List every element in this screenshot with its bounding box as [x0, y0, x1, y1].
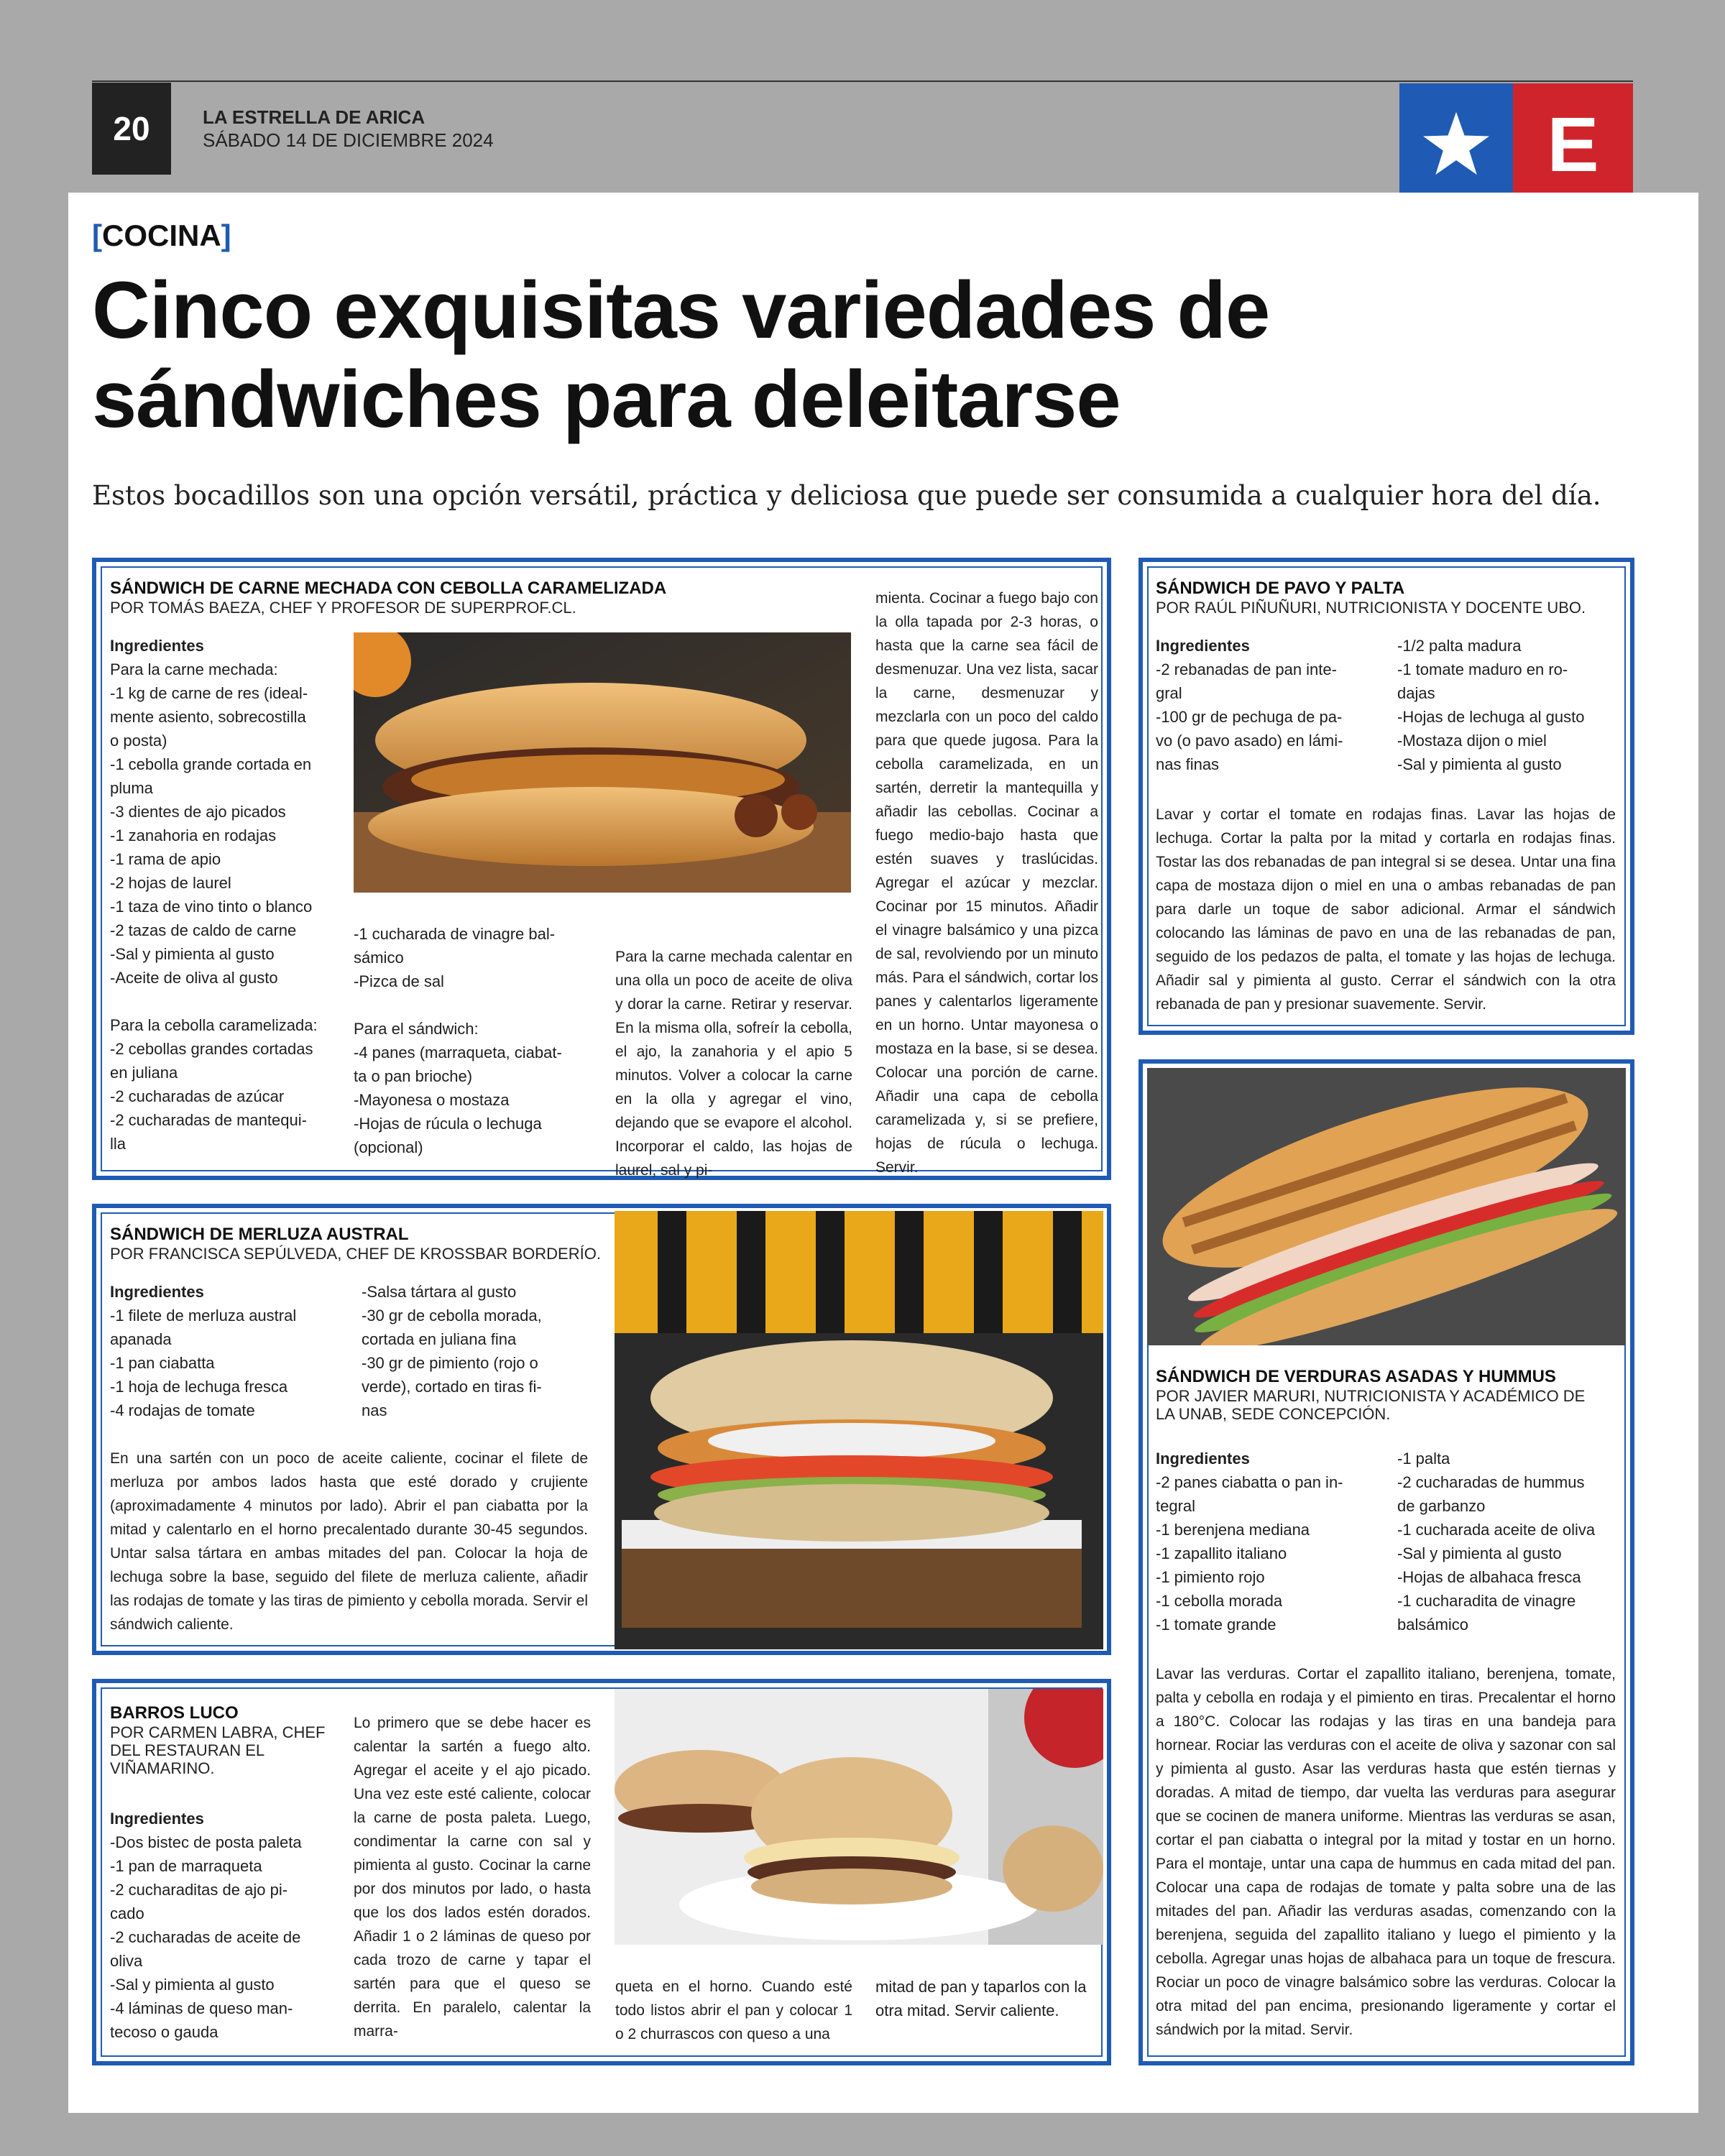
ingredients-list-2: -1 cucharada de vinagre bal- sámico -Pizca de sal Para el sándwich: -4 panes (marraqueta, ciabat- ta o pan brioche) -Mayonesa o mostaza -Hojas de rúcula o lechuga (opcional): [354, 925, 562, 1156]
recipe-method: Lavar y cortar el tomate en rodajas finas. Lavar las hojas de lechuga. Cortar la palta por la mitad y cortarla en rodajas finas. Tostar las dos rebanadas de pan integral si se desea. Untar una fina capa de mostaza dijon o miel en una o ambas rebanadas de pan para darle un toque de sabor adicional. Armar el sándwich colocando las láminas de pavo en una de las rebanadas de pan, seguido de los pedazos de palta, el tomate y las hojas de lechuga. Añadir sal y pimienta al gusto. Cerrar el sándwich con la otra rebanada de pan y presionar suavemente. Servir.: [1156, 806, 1616, 1013]
photo-merluza: [615, 1211, 1103, 1649]
recipe-method: Lo primero que se debe hacer es calentar la sartén a fuego alto. Agregar el aceite y el ajo picado. Una vez este esté caliente, colocar la carne de posta paleta. Luego, condimentar la carne con sal y pimienta al gusto. Cocinar la carne por dos minutos por lado, o hasta que los dos lados estén dorados. Añadir 1 o 2 láminas de queso por cada trozo de carne y tapar el sartén para que el queso se derrita. En paralelo, calentar la marra-: [354, 1715, 591, 2040]
article-title: Cinco exquisitas variedades de sándwiches para deleitarse: [92, 265, 1270, 444]
section-label: COCINA: [102, 218, 221, 252]
recipe-title: SÁNDWICH DE VERDURAS ASADAS Y HUMMUS: [1156, 1367, 1556, 1386]
header-rule: [92, 80, 1633, 82]
ingredients-label: Ingredientes: [110, 1283, 204, 1301]
ingredients-list: -1 filete de merluza austral apanada -1 pan ciabatta -1 hoja de lechuga fresca -4 rodajas de tomate: [110, 1307, 297, 1419]
recipe-method: Lavar las verduras. Cortar el zapallito italiano, berenjena, tomate, palta y cebolla en rodaja y el pimiento en tiras. Precalentar el horno a 180°C. Colocar las rodajas y las tiras en una bandeja para hornear. Rociar las verduras con el aceite de oliva y sazonar con sal y pimienta al gusto. Asar las verduras hasta que estén tiernas y doradas. A mitad de tiempo, dar vuelta las verduras para asegurar que se cocinen de manera uniforme. Mientras las verduras se asan, cortar el pan ciabatta o integral por la mitad y tostar en un horno. Para el montaje, untar una capa de hummus en cada mitad del pan. Colocar una capa de rodajas de tomate y palta sobre una de las mitades del pan. Añadir las verduras asadas, comenzando con la berenjena, seguida del zapallito italiano y luego el pimiento y la cebolla. Agregar unas hojas de albahaca para un toque de frescura. Rociar un poco de vinagre balsámico sobre las verduras. Colocar la otra mitad del pan encima, presionando ligeramente y cortar el sándwich por la mitad. Servir.: [1156, 1666, 1616, 2038]
recipe-title: SÁNDWICH DE MERLUZA AUSTRAL: [110, 1225, 409, 1244]
ingredients-list: Para la carne mechada: -1 kg de carne de res (ideal- mente asiento, sobrecostilla o posta) -1 cebolla grande cortada en pluma -3 dientes de ajo picados -1 zanahoria en rodajas -1 rama de apio -2 hojas de laurel -1 taza de vino tinto o blanco -2 tazas de caldo de carne -Sal y pimienta al gusto -Aceite de oliva al gusto Para la cebolla caramelizada: -2 cebollas grandes cortadas en juliana -2 cucharadas de azúcar -2 cucharadas de mantequi- lla: [110, 660, 318, 1153]
publication-date: SÁBADO 14 DE DICIEMBRE 2024: [203, 129, 494, 151]
logo-letter: E: [1513, 83, 1633, 204]
ingredients-label: Ingredientes: [1156, 1450, 1250, 1468]
recipe-author: POR CARMEN LABRA, CHEF DEL RESTAURAN EL VIÑAMARINO.: [110, 1723, 326, 1777]
ingredients-list-2: -1 palta -2 cucharadas de hummus de garbanzo -1 cucharada aceite de oliva -Sal y pimienta al gusto -Hojas de albahaca fresca -1 cucharadita de vinagre balsámico: [1397, 1450, 1596, 1634]
publication-name: LA ESTRELLA DE ARICA: [203, 106, 426, 128]
recipe-method: Para la carne mechada calentar en una olla un poco de aceite de oliva y dorar la carne. Retirar y reservar. En la misma olla, sofreír la cebolla, el ajo, la zanahoria y el apio 5 minutos. Volver a colocar la carne en la olla y agregar el vino, dejando que se evapore el alcohol. Incorporar el caldo, las hojas de laurel, sal y pi-: [615, 949, 852, 1179]
recipe-method-cont: mienta. Cocinar a fuego bajo con la olla tapada por 2-3 horas, o hasta que la carne sea fácil de desmenuzar. Una vez lista, sacar la carne, desmenuzar y mezclarla con un poco del caldo para que quede jugosa. Para la cebolla caramelizada, en un sartén, derretir la mantequilla y añadir las cebollas. Cocinar a fuego medio-bajo hasta que estén suaves y traslúcidas. Agregar el azúcar y mezclar. Cocinar por 15 minutos. Añadir el vinagre balsámico y una pizca de sal, revolviendo por un minuto más. Para el sándwich, cortar los panes y calentarlos ligeramente en un horno. Untar mayonesa o mostaza en la base, si se desea. Colocar una porción de carne. Añadir una capa de cebolla caramelizada y, si se prefiere, hojas de rúcula o lechuga. Servir.: [875, 590, 1098, 1176]
section-kicker: [COCINA]: [92, 218, 231, 252]
recipe-author: POR TOMÁS BAEZA, CHEF Y PROFESOR DE SUPERPROF.CL.: [110, 599, 576, 617]
article-subtitle: Estos bocadillos son una opción versátil, práctica y deliciosa que puede ser consumida a cualquier hora del día.: [92, 480, 1601, 511]
recipe-author: POR FRANCISCA SEPÚLVEDA, CHEF DE KROSSBAR BORDERÍO.: [110, 1245, 601, 1263]
ingredients-list-2: -Salsa tártara al gusto -30 gr de cebolla morada, cortada en juliana fina -30 gr de pimiento (rojo o verde), cortado en tiras fi- nas: [362, 1283, 542, 1419]
page-number: 20: [92, 83, 171, 175]
logo-star-block: [1399, 83, 1513, 204]
ingredients-label: Ingredientes: [110, 637, 204, 655]
ingredients-list: -2 rebanadas de pan inte- gral -100 gr de pechuga de pa- vo (o pavo asado) en lámi- nas finas: [1156, 660, 1343, 773]
star-icon: [1422, 111, 1491, 177]
recipe-method-end: mitad de pan y taparlos con la otra mitad. Servir caliente.: [875, 1978, 1087, 2019]
recipe-author: POR JAVIER MARURI, NUTRICIONISTA Y ACADÉMICO DE LA UNAB, SEDE CONCEPCIÓN.: [1156, 1387, 1586, 1423]
ingredients-label: Ingredientes: [110, 1810, 204, 1828]
photo-barros-luco: [615, 1689, 1103, 1945]
photo-carne-mechada: [354, 632, 851, 893]
recipe-title: SÁNDWICH DE PAVO Y PALTA: [1156, 579, 1405, 598]
ingredients-list-2: -1/2 palta madura -1 tomate maduro en ro- dajas -Hojas de lechuga al gusto -Mostaza dijon o miel -Sal y pimienta al gusto: [1397, 637, 1585, 773]
recipe-method-cont: queta en el horno. Cuando esté todo listos abrir el pan y colocar 1 o 2 churrascos con queso a una: [615, 1978, 852, 2042]
recipe-title: BARROS LUCO: [110, 1703, 239, 1723]
ingredients-list: -Dos bistec de posta paleta -1 pan de marraqueta -2 cucharaditas de ajo pi- cado -2 cucharadas de aceite de oliva -Sal y pimienta al gusto -4 láminas de queso man- tecoso o gauda: [110, 1833, 302, 2041]
photo-verduras: [1147, 1068, 1626, 1345]
recipe-author: POR RAÚL PIÑUÑURI, NUTRICIONISTA Y DOCENTE UBO.: [1156, 599, 1586, 617]
recipe-method: En una sartén con un poco de aceite caliente, cocinar el filete de merluza por ambos lados hasta que esté dorado y crujiente (aproximadamente 4 minutos por lado). Abrir el pan ciabatta por la mitad y calentarlo en el horno precalentado durante 30-45 segundos. Untar salsa tártara en ambas mitades del pan. Colocar la hoja de lechuga sobre la base, seguido del filete de merluza caliente, añadir las rodajas de tomate y las tiras de pimiento y cebolla morada. Servir el sándwich caliente.: [110, 1450, 588, 1633]
ingredients-list: -2 panes ciabatta o pan in- tegral -1 berenjena mediana -1 zapallito italiano -1 pimiento rojo -1 cebolla morada -1 tomate grande: [1156, 1473, 1343, 1634]
ingredients-label: Ingredientes: [1156, 637, 1250, 655]
recipe-title: SÁNDWICH DE CARNE MECHADA CON CEBOLLA CARAMELIZADA: [110, 579, 667, 598]
